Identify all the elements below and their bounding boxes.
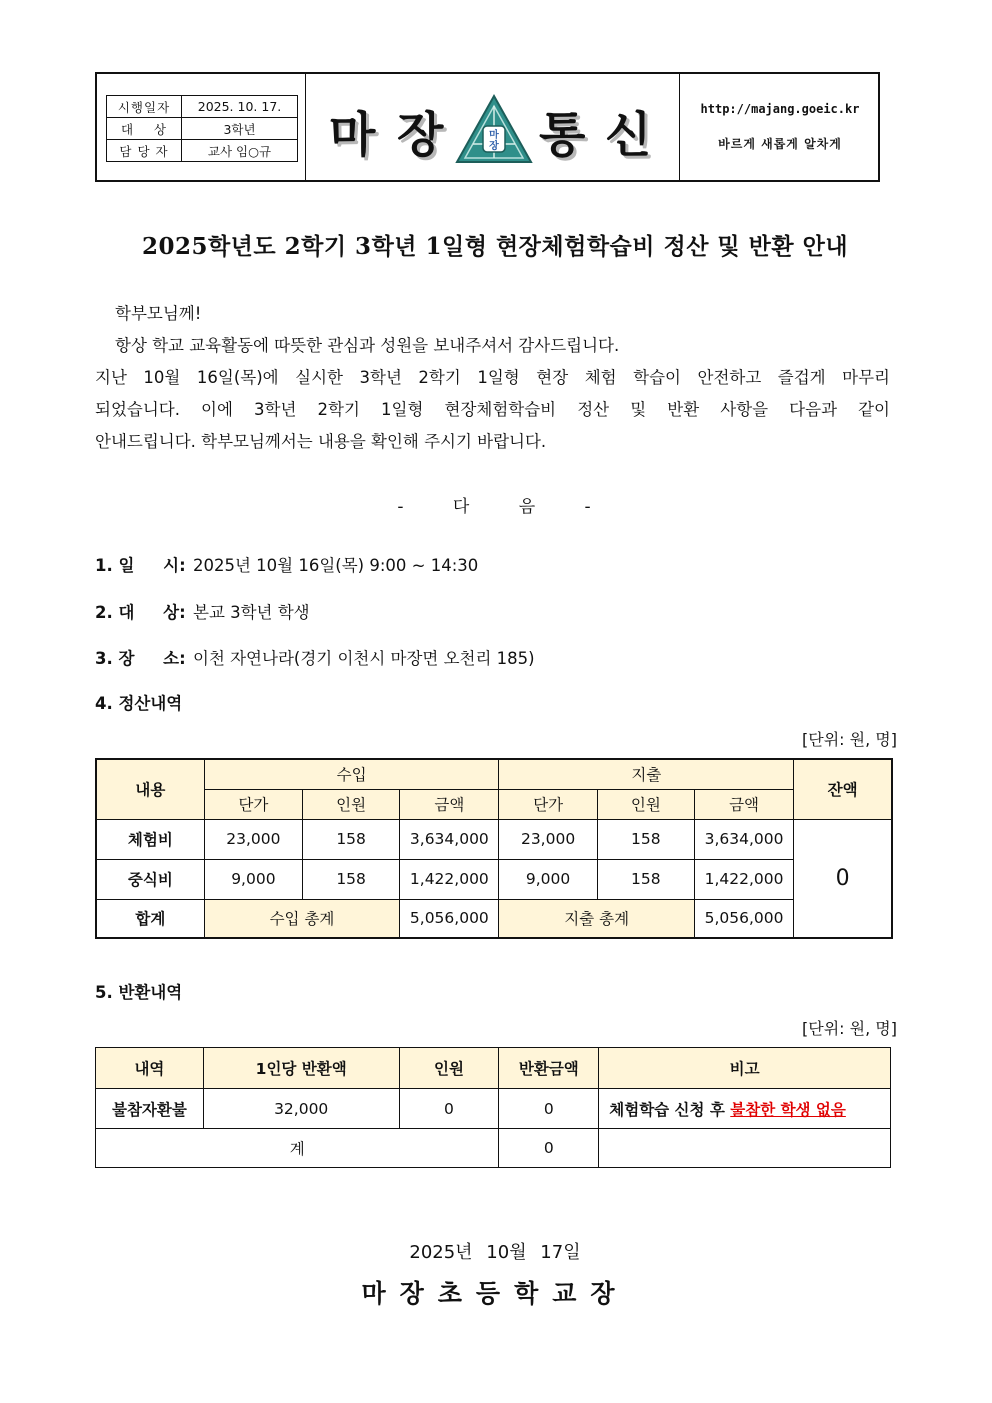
newsletter-header bbox=[95, 72, 880, 182]
meta-row bbox=[107, 118, 298, 140]
masthead-char: 신 bbox=[605, 107, 652, 163]
cell: 3,634,000 bbox=[400, 819, 499, 859]
table-header-row bbox=[96, 789, 892, 819]
section-heading: 4. 정산내역 bbox=[95, 694, 183, 713]
greeting: 학부모님께! bbox=[115, 304, 202, 323]
cell: 158 bbox=[597, 819, 694, 859]
balance-value: 0 bbox=[794, 819, 892, 938]
header-persons: 인원 bbox=[303, 789, 400, 819]
note-text: 체험학습 신청 후 bbox=[609, 1100, 731, 1119]
meta-key: 담 당 자 bbox=[107, 140, 182, 162]
info-item-label: 2. 대 상: bbox=[95, 603, 186, 622]
info-item-label: 3. 장 소: bbox=[95, 649, 186, 668]
note-cell bbox=[599, 1089, 891, 1129]
total-amount: 0 bbox=[499, 1129, 599, 1168]
table-total-row bbox=[96, 1129, 891, 1168]
body-line: 되었습니다. 이에 3학년 2학기 1일형 현장체험학습비 정산 및 반환 사항을 다음과 같이 bbox=[95, 400, 890, 419]
row-name: 불참자환불 bbox=[96, 1089, 204, 1129]
meta-key: 시행일자 bbox=[107, 96, 182, 118]
section-heading: 5. 반환내역 bbox=[95, 983, 183, 1002]
table-header-row bbox=[96, 1048, 891, 1089]
meta-key: 대 상 bbox=[107, 118, 182, 140]
unit-label: [단위: 원, 명] bbox=[802, 1019, 897, 1038]
total-name: 합계 bbox=[96, 899, 204, 938]
info-item bbox=[95, 552, 478, 576]
masthead-char: 마 bbox=[329, 107, 376, 163]
cell: 32,000 bbox=[203, 1089, 399, 1129]
cell: 158 bbox=[303, 859, 400, 899]
info-item-value: 이천 자연나라(경기 이천시 마장면 오천리 185) bbox=[193, 649, 535, 668]
meta-row bbox=[107, 96, 298, 118]
masthead-char: 통 bbox=[539, 107, 586, 163]
table-header-row bbox=[96, 759, 892, 789]
header-persons: 인원 bbox=[597, 789, 694, 819]
income-total-label: 수입 총계 bbox=[204, 899, 399, 938]
header-unit-price: 단가 bbox=[204, 789, 302, 819]
school-emblem-icon bbox=[453, 92, 535, 166]
header-amount: 금액 bbox=[400, 789, 499, 819]
meta-value: 교사 임○규 bbox=[182, 140, 298, 162]
header-cell: 1인당 반환액 bbox=[203, 1048, 399, 1089]
unit-label: [단위: 원, 명] bbox=[802, 730, 897, 749]
income-total-value: 5,056,000 bbox=[400, 899, 499, 938]
header-cell: 반환금액 bbox=[499, 1048, 599, 1089]
cell: 3,634,000 bbox=[694, 819, 793, 859]
table-row bbox=[96, 1089, 891, 1129]
header-content: 내용 bbox=[96, 759, 204, 819]
header-divider bbox=[679, 74, 680, 180]
info-item-label: 1. 일 시: bbox=[95, 556, 186, 575]
section-marker: - 다 음 - bbox=[397, 497, 593, 517]
header-cell: 비고 bbox=[599, 1048, 891, 1089]
header-unit-price: 단가 bbox=[499, 789, 597, 819]
row-name: 체험비 bbox=[96, 819, 204, 859]
header-expense: 지출 bbox=[499, 759, 794, 789]
header-cell: 인원 bbox=[399, 1048, 499, 1089]
cell: 0 bbox=[399, 1089, 499, 1129]
header-income: 수입 bbox=[204, 759, 499, 789]
school-principal: 마장초등학교장 bbox=[361, 1279, 629, 1308]
info-item bbox=[95, 599, 310, 623]
cell: 9,000 bbox=[204, 859, 302, 899]
cell: 158 bbox=[597, 859, 694, 899]
settlement-table bbox=[95, 758, 893, 939]
issue-date: 2025년 10월 17일 bbox=[409, 1242, 581, 1263]
cell: 1,422,000 bbox=[400, 859, 499, 899]
cell: 0 bbox=[499, 1089, 599, 1129]
total-label: 계 bbox=[96, 1129, 499, 1168]
cell: 23,000 bbox=[204, 819, 302, 859]
header-cell: 내역 bbox=[96, 1048, 204, 1089]
header-balance: 잔액 bbox=[794, 759, 892, 819]
school-url[interactable]: http://majang.goeic.kr bbox=[700, 102, 860, 116]
meta-value: 2025. 10. 17. bbox=[182, 96, 298, 118]
body-line: 안내드립니다. 학부모님께서는 내용을 확인해 주시기 바랍니다. bbox=[95, 432, 547, 451]
header-divider bbox=[305, 74, 306, 180]
body-line: 항상 학교 교육활동에 따뜻한 관심과 성원을 보내주셔서 감사드립니다. bbox=[115, 336, 620, 355]
school-motto: 바르게 새롭게 알차게 bbox=[718, 137, 842, 151]
svg-text:마: 마 bbox=[489, 130, 499, 141]
table-row bbox=[96, 859, 892, 899]
cell: 23,000 bbox=[499, 819, 597, 859]
document-title: 2025학년도 2학기 3학년 1일형 현장체험학습비 정산 및 반환 안내 bbox=[141, 233, 849, 260]
expense-total-label: 지출 총계 bbox=[499, 899, 694, 938]
refund-table bbox=[95, 1047, 891, 1168]
masthead-char: 장 bbox=[397, 107, 444, 163]
expense-total-value: 5,056,000 bbox=[694, 899, 793, 938]
meta-row bbox=[107, 140, 298, 162]
masthead bbox=[307, 74, 677, 180]
header-amount: 금액 bbox=[694, 789, 793, 819]
meta-table bbox=[106, 95, 298, 162]
cell: 9,000 bbox=[499, 859, 597, 899]
info-item bbox=[95, 645, 535, 669]
cell: 158 bbox=[303, 819, 400, 859]
empty-cell bbox=[599, 1129, 891, 1168]
note-highlight: 불참한 학생 없음 bbox=[730, 1100, 846, 1119]
table-total-row bbox=[96, 899, 892, 938]
cell: 1,422,000 bbox=[694, 859, 793, 899]
table-row bbox=[96, 819, 892, 859]
body-line: 지난 10월 16일(목)에 실시한 3학년 2학기 1일형 현장 체험 학습이 안전하고 즐겁게 마무리 bbox=[95, 368, 890, 387]
info-item-value: 본교 3학년 학생 bbox=[193, 603, 310, 622]
meta-value: 3학년 bbox=[182, 118, 298, 140]
row-name: 중식비 bbox=[96, 859, 204, 899]
svg-text:장: 장 bbox=[489, 141, 499, 152]
info-item-value: 2025년 10월 16일(목) 9:00 ~ 14:30 bbox=[193, 556, 479, 575]
